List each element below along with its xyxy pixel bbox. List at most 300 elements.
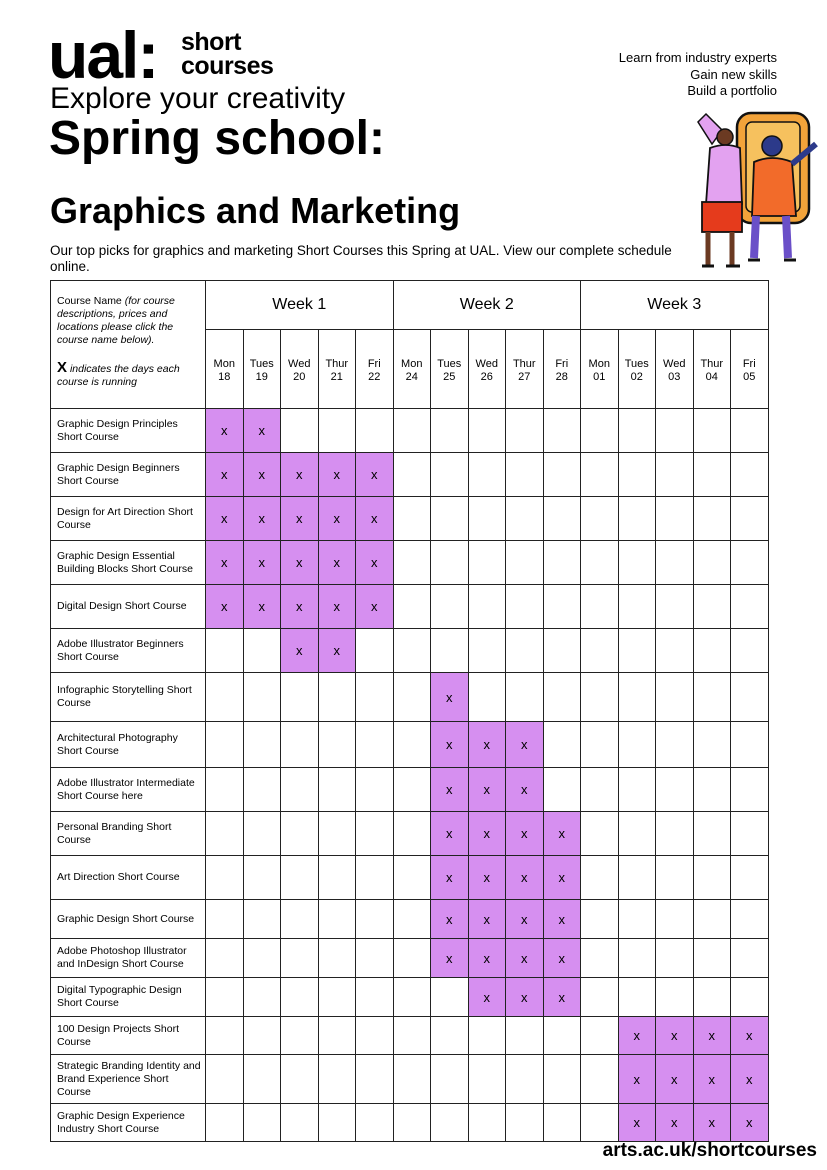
course-name-link[interactable]: Personal Branding Short Course: [51, 812, 206, 856]
day-date: 27: [518, 371, 531, 383]
schedule-cell: [393, 409, 431, 453]
schedule-cell: [656, 812, 694, 856]
schedule-cell: [581, 978, 619, 1017]
schedule-cell: [581, 629, 619, 673]
day-name: Tues: [437, 358, 462, 370]
day-header: [581, 330, 619, 409]
schedule-cell: [581, 856, 619, 900]
footer-url-link[interactable]: arts.ac.uk/shortcourses: [602, 1140, 817, 1161]
schedule-cell: [693, 497, 731, 541]
schedule-mark: x: [693, 1055, 731, 1104]
schedule-cell: [318, 978, 356, 1017]
schedule-cell: [206, 900, 244, 939]
day-header: [543, 330, 581, 409]
schedule-cell: [468, 1104, 506, 1142]
schedule-cell: [506, 673, 544, 722]
ual-logo: ual:: [48, 18, 158, 92]
day-name: Thur: [700, 358, 724, 370]
schedule-mark: x: [318, 453, 356, 497]
schedule-cell: [731, 722, 769, 768]
schedule-mark: x: [468, 978, 506, 1017]
schedule-cell: [431, 585, 469, 629]
course-name-link[interactable]: Art Direction Short Course: [51, 856, 206, 900]
tagline: Build a portfolio: [687, 83, 777, 98]
schedule-cell: [318, 1017, 356, 1055]
schedule-cell: [431, 409, 469, 453]
schedule-cell: [318, 768, 356, 812]
schedule-cell: [243, 856, 281, 900]
schedule-cell: [356, 856, 394, 900]
page-subtitle: Graphics and Marketing: [50, 190, 461, 231]
schedule-mark: x: [431, 768, 469, 812]
schedule-cell: [356, 978, 394, 1017]
schedule-cell: [656, 673, 694, 722]
schedule-mark: x: [543, 900, 581, 939]
tagline: Learn from industry experts: [618, 50, 777, 65]
schedule-mark: x: [731, 1017, 769, 1055]
day-date: 05: [743, 371, 756, 383]
schedule-cell: [206, 1017, 244, 1055]
schedule-cell: [543, 409, 581, 453]
schedule-cell: [318, 1055, 356, 1104]
schedule-mark: x: [468, 722, 506, 768]
schedule-cell: [281, 1104, 319, 1142]
schedule-cell: [468, 1055, 506, 1104]
course-name-link[interactable]: Infographic Storytelling Short Course: [51, 673, 206, 722]
schedule-cell: [431, 1104, 469, 1142]
schedule-cell: [618, 939, 656, 978]
schedule-cell: [431, 1055, 469, 1104]
schedule-cell: [693, 673, 731, 722]
schedule-cell: [543, 629, 581, 673]
schedule-cell: [618, 900, 656, 939]
course-name-link[interactable]: Architectural Photography Short Course: [51, 722, 206, 768]
course-name-link[interactable]: Graphic Design Beginners Short Course: [51, 453, 206, 497]
legend-text: indicates the days each course is running: [57, 363, 180, 388]
schedule-cell: [731, 453, 769, 497]
schedule-cell: [281, 856, 319, 900]
schedule-mark: x: [356, 585, 394, 629]
schedule-cell: [693, 812, 731, 856]
schedule-mark: x: [506, 856, 544, 900]
day-header: [206, 330, 244, 409]
schedule-cell: [393, 541, 431, 585]
schedule-cell: [281, 939, 319, 978]
schedule-cell: [656, 541, 694, 585]
day-name: Fri: [367, 358, 381, 370]
schedule-mark: x: [281, 585, 319, 629]
schedule-cell: [281, 1017, 319, 1055]
schedule-cell: [506, 629, 544, 673]
schedule-cell: [693, 978, 731, 1017]
schedule-mark: x: [618, 1055, 656, 1104]
schedule-mark: x: [431, 900, 469, 939]
schedule-cell: [543, 1017, 581, 1055]
table-info-cell: [51, 281, 206, 409]
course-name-link[interactable]: Adobe Illustrator Beginners Short Course: [51, 629, 206, 673]
schedule-cell: [393, 856, 431, 900]
schedule-mark: x: [656, 1104, 694, 1142]
schedule-mark: x: [431, 722, 469, 768]
schedule-cell: [693, 541, 731, 585]
schedule-cell: [281, 722, 319, 768]
day-name: Thur: [512, 358, 536, 370]
schedule-cell: [431, 541, 469, 585]
schedule-cell: [393, 453, 431, 497]
schedule-cell: [656, 409, 694, 453]
schedule-cell: [393, 768, 431, 812]
schedule-cell: [431, 453, 469, 497]
schedule-cell: [618, 629, 656, 673]
tagline: Gain new skills: [690, 66, 777, 82]
day-header: [656, 330, 694, 409]
schedule-cell: [393, 1055, 431, 1104]
schedule-cell: [468, 673, 506, 722]
schedule-cell: [356, 722, 394, 768]
schedule-mark: x: [206, 409, 244, 453]
schedule-cell: [206, 722, 244, 768]
schedule-cell: [243, 812, 281, 856]
people-illustration: [692, 108, 822, 273]
schedule-cell: [618, 541, 656, 585]
info-title: Course Name: [57, 295, 122, 307]
schedule-cell: [243, 722, 281, 768]
course-name-link[interactable]: Design for Art Direction Short Course: [51, 497, 206, 541]
schedule-mark: x: [206, 585, 244, 629]
schedule-cell: [731, 497, 769, 541]
schedule-cell: [543, 453, 581, 497]
day-name: Tues: [624, 358, 649, 370]
schedule-cell: [731, 541, 769, 585]
schedule-cell: [206, 1055, 244, 1104]
day-name: Tues: [249, 358, 274, 370]
schedule-cell: [281, 673, 319, 722]
schedule-mark: x: [356, 541, 394, 585]
table-row: [51, 453, 769, 497]
schedule-cell: [693, 453, 731, 497]
schedule-cell: [431, 1017, 469, 1055]
schedule-cell: [468, 541, 506, 585]
table-row: [51, 585, 769, 629]
schedule-cell: [656, 453, 694, 497]
schedule-cell: [543, 541, 581, 585]
schedule-cell: [731, 812, 769, 856]
schedule-cell: [543, 1104, 581, 1142]
logo-courses-text: courses: [181, 52, 274, 80]
schedule-cell: [543, 768, 581, 812]
schedule-cell: [731, 939, 769, 978]
table-row: [51, 1055, 769, 1104]
schedule-mark: x: [543, 939, 581, 978]
schedule-cell: [468, 629, 506, 673]
schedule-mark: x: [618, 1104, 656, 1142]
table-row: [51, 1017, 769, 1055]
schedule-cell: [618, 978, 656, 1017]
schedule-mark: x: [318, 585, 356, 629]
schedule-cell: [581, 900, 619, 939]
schedule-cell: [506, 585, 544, 629]
schedule-cell: [281, 768, 319, 812]
day-name: Thur: [325, 358, 349, 370]
short-courses-logo: [181, 30, 273, 78]
day-date: 18: [218, 371, 231, 383]
schedule-cell: [318, 409, 356, 453]
schedule-mark: x: [281, 497, 319, 541]
table-row: [51, 541, 769, 585]
schedule-cell: [356, 409, 394, 453]
schedule-cell: [543, 585, 581, 629]
day-header: [731, 330, 769, 409]
table-row: [51, 768, 769, 812]
schedule-cell: [656, 856, 694, 900]
schedule-cell: [581, 497, 619, 541]
day-date: 28: [555, 371, 568, 383]
schedule-cell: [731, 856, 769, 900]
day-date: 26: [480, 371, 493, 383]
schedule-cell: [431, 497, 469, 541]
schedule-cell: [618, 812, 656, 856]
day-name: Wed: [288, 358, 311, 370]
day-date: 01: [593, 371, 606, 383]
schedule-cell: [468, 1017, 506, 1055]
info-note: (for course descriptions, prices and locations please click the course name below).: [57, 295, 175, 346]
schedule-mark: x: [543, 856, 581, 900]
schedule-cell: [356, 939, 394, 978]
day-date: 20: [293, 371, 306, 383]
schedule-cell: [506, 1017, 544, 1055]
day-header: [393, 330, 431, 409]
day-name: Fri: [555, 358, 569, 370]
schedule-cell: [356, 900, 394, 939]
schedule-cell: [393, 939, 431, 978]
day-header: [243, 330, 281, 409]
table-row: [51, 978, 769, 1017]
schedule-mark: x: [243, 497, 281, 541]
day-name: Wed: [663, 358, 686, 370]
day-date: 19: [255, 371, 268, 383]
schedule-cell: [318, 900, 356, 939]
schedule-mark: x: [281, 541, 319, 585]
course-name-link[interactable]: Graphic Design Essential Building Blocks Short Course: [51, 541, 206, 585]
schedule-cell: [356, 1017, 394, 1055]
schedule-cell: [618, 497, 656, 541]
schedule-cell: [318, 673, 356, 722]
table-row: [51, 409, 769, 453]
intro-text: Our top picks for graphics and marketing Short Courses this Spring at UAL. View our complete schedule online.: [50, 243, 672, 274]
course-name-link[interactable]: Graphic Design Experience Industry Short Course: [51, 1104, 206, 1142]
taglines: [619, 50, 777, 100]
legend-x-symbol: X: [57, 359, 68, 376]
table-row: [51, 1104, 769, 1142]
schedule-cell: [356, 1104, 394, 1142]
schedule-cell: [318, 1104, 356, 1142]
table-row: [51, 673, 769, 722]
schedule-cell: [243, 1104, 281, 1142]
schedule-cell: [656, 978, 694, 1017]
course-name-link[interactable]: Strategic Branding Identity and Brand Experience Short Course: [51, 1055, 206, 1104]
schedule-cell: [393, 1104, 431, 1142]
schedule-cell: [393, 1017, 431, 1055]
table-row: [51, 722, 769, 768]
schedule-cell: [581, 722, 619, 768]
week-header: Week 2: [393, 281, 581, 330]
schedule-cell: [243, 1055, 281, 1104]
day-date: 21: [330, 371, 343, 383]
schedule-mark: x: [431, 856, 469, 900]
schedule-cell: [581, 768, 619, 812]
schedule-cell: [506, 497, 544, 541]
schedule-cell: [393, 978, 431, 1017]
schedule-mark: x: [506, 978, 544, 1017]
course-name-link[interactable]: Digital Typographic Design Short Course: [51, 978, 206, 1017]
schedule-mark: x: [543, 978, 581, 1017]
course-name-link[interactable]: Digital Design Short Course: [51, 585, 206, 629]
schedule-mark: x: [506, 768, 544, 812]
schedule-cell: [318, 856, 356, 900]
schedule-cell: [618, 768, 656, 812]
schedule-cell: [693, 768, 731, 812]
day-header: [506, 330, 544, 409]
schedule-cell: [693, 856, 731, 900]
schedule-cell: [656, 900, 694, 939]
schedule-mark: x: [468, 812, 506, 856]
schedule-mark: x: [693, 1104, 731, 1142]
day-header: [356, 330, 394, 409]
schedule-cell: [243, 900, 281, 939]
schedule-cell: [693, 629, 731, 673]
schedule-cell: [581, 1017, 619, 1055]
day-date: 24: [405, 371, 418, 383]
schedule-cell: [581, 1055, 619, 1104]
schedule-cell: [618, 856, 656, 900]
course-name-link[interactable]: Adobe Illustrator Intermediate Short Course here: [51, 768, 206, 812]
schedule-cell: [543, 722, 581, 768]
schedule-cell: [206, 673, 244, 722]
schedule-cell: [393, 812, 431, 856]
schedule-cell: [506, 453, 544, 497]
schedule-mark: x: [543, 812, 581, 856]
schedule-mark: x: [468, 900, 506, 939]
day-date: 04: [705, 371, 718, 383]
schedule-cell: [356, 1055, 394, 1104]
schedule-cell: [468, 409, 506, 453]
schedule-cell: [656, 585, 694, 629]
schedule-mark: x: [506, 900, 544, 939]
schedule-cell: [618, 409, 656, 453]
explore-heading: Explore your creativity: [50, 82, 346, 115]
schedule-mark: x: [356, 453, 394, 497]
day-header: [431, 330, 469, 409]
schedule-cell: [731, 629, 769, 673]
table-row: [51, 812, 769, 856]
schedule-cell: [581, 585, 619, 629]
course-name-link[interactable]: 100 Design Projects Short Course: [51, 1017, 206, 1055]
schedule-cell: [543, 1055, 581, 1104]
schedule-cell: [656, 629, 694, 673]
table-row: [51, 856, 769, 900]
schedule-mark: x: [206, 541, 244, 585]
schedule-cell: [581, 1104, 619, 1142]
schedule-cell: [618, 585, 656, 629]
schedule-mark: x: [431, 812, 469, 856]
logo-short-text: short: [181, 28, 241, 56]
schedule-mark: x: [243, 409, 281, 453]
schedule-cell: [656, 768, 694, 812]
schedule-cell: [693, 900, 731, 939]
schedule-cell: [581, 409, 619, 453]
schedule-cell: [281, 978, 319, 1017]
schedule-cell: [506, 409, 544, 453]
schedule-cell: [206, 1104, 244, 1142]
schedule-cell: [318, 722, 356, 768]
day-header: [468, 330, 506, 409]
schedule-cell: [393, 673, 431, 722]
table-row: [51, 497, 769, 541]
schedule-mark: x: [506, 722, 544, 768]
schedule-mark: x: [468, 939, 506, 978]
schedule-cell: [206, 629, 244, 673]
schedule-cell: [618, 673, 656, 722]
day-name: Mon: [401, 358, 423, 370]
course-name-link[interactable]: Graphic Design Short Course: [51, 900, 206, 939]
course-name-link[interactable]: Graphic Design Principles Short Course: [51, 409, 206, 453]
schedule-mark: x: [431, 939, 469, 978]
course-name-link[interactable]: Adobe Photoshop Illustrator and InDesign Short Course: [51, 939, 206, 978]
schedule-cell: [506, 541, 544, 585]
day-date: 22: [368, 371, 381, 383]
schedule-cell: [243, 629, 281, 673]
week-header: Week 1: [206, 281, 394, 330]
schedule-cell: [431, 629, 469, 673]
schedule-cell: [693, 939, 731, 978]
schedule-mark: x: [281, 629, 319, 673]
schedule-cell: [356, 812, 394, 856]
schedule-cell: [356, 629, 394, 673]
schedule-cell: [356, 768, 394, 812]
schedule-mark: x: [506, 939, 544, 978]
schedule-cell: [206, 856, 244, 900]
schedule-cell: [468, 585, 506, 629]
schedule-cell: [281, 409, 319, 453]
schedule-cell: [206, 812, 244, 856]
schedule-cell: [543, 497, 581, 541]
schedule-cell: [393, 585, 431, 629]
schedule-mark: x: [318, 541, 356, 585]
schedule-cell: [731, 585, 769, 629]
schedule-mark: x: [468, 856, 506, 900]
schedule-cell: [243, 939, 281, 978]
schedule-mark: x: [431, 673, 469, 722]
day-name: Mon: [588, 358, 610, 370]
table-row: [51, 900, 769, 939]
day-header: [693, 330, 731, 409]
day-name: Wed: [475, 358, 498, 370]
day-name: Fri: [742, 358, 756, 370]
day-date: 03: [668, 371, 681, 383]
schedule-cell: [281, 900, 319, 939]
schedule-cell: [581, 939, 619, 978]
schedule-cell: [693, 409, 731, 453]
schedule-cell: [393, 900, 431, 939]
day-header: [281, 330, 319, 409]
schedule-cell: [243, 978, 281, 1017]
schedule-cell: [656, 722, 694, 768]
schedule-cell: [506, 1055, 544, 1104]
schedule-cell: [581, 812, 619, 856]
schedule-cell: [656, 497, 694, 541]
schedule-cell: [318, 812, 356, 856]
schedule-cell: [731, 978, 769, 1017]
